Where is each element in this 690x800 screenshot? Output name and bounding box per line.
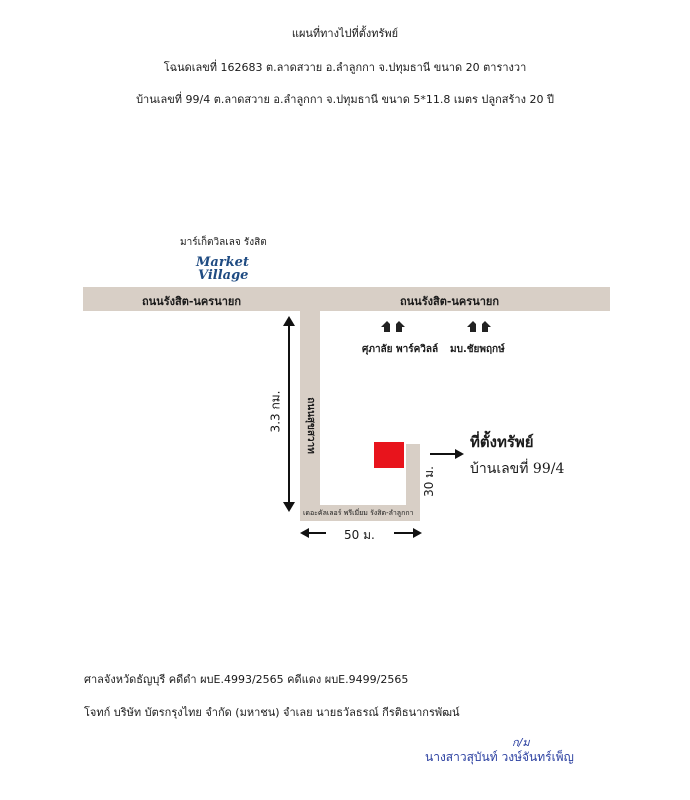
property-title: ที่ตั้งทรัพย์ [470,433,534,451]
deed-info-line: โฉนดเลขที่ 162683 ต.ลาดสวาย อ.ลำลูกกา จ.ปทุมธานี ขนาด 20 ตารางวา [163,61,527,74]
parties-line: โจทก์ บริษัท บัตรกรุงไทย จำกัด (มหาชน) จำเลย นายธวัลธรณ์ กีรติธนากรพัฒน์ [84,706,460,719]
property-lane [406,444,420,505]
house-info-line: บ้านเลขที่ 99/4 ต.ลาดสวาย อ.ลำลูกกา จ.ปทุมธานี ขนาด 5*11.8 เมตร ปลูกสร้าง 20 ปี [136,93,554,106]
vertical-distance-label: 3.3 กม. [268,390,283,433]
arrow-left-icon [300,528,309,538]
bottom-distance-line-left [306,532,326,534]
side-road-label: ถนนสุขสวาท [304,397,316,454]
arrow-down-icon [283,502,295,512]
market-logo-line1: Market [196,255,249,270]
arrow-right-icon [455,449,464,459]
signature-name: นางสาวสุบันท์ วงษ์จันทร์เพ็ญ [425,750,574,764]
landmark-supalai: ศุภาลัย พาร์ควิลล์ [362,344,439,355]
bottom-road-label: เดอะคัลเลอร์ พรีเมี่ยม รังสิต-ลำลูกกา [303,509,414,517]
page-title: แผนที่ทางไปที่ตั้งทรัพย์ [291,27,399,40]
landmark-chaiyapruek: มบ.ชัยพฤกษ์ [450,344,505,355]
bottom-distance-label: 50 ม. [344,528,375,542]
bottom-distance-line-right [394,532,414,534]
house-icon [380,318,406,337]
signature-mark: ก/ม [512,736,530,749]
property-marker [374,442,404,468]
main-road-label-left: ถนนรังสิต-นครนายก [142,295,241,308]
vertical-distance-line [288,322,290,508]
market-logo-line2: Village [198,268,249,283]
court-case-line: ศาลจังหวัดธัญบุรี คดีดำ ผบE.4993/2565 คดีแดง ผบE.9499/2565 [84,673,409,686]
property-house-number: บ้านเลขที่ 99/4 [470,461,565,477]
market-village-logo [196,256,249,282]
arrow-right-icon [413,528,422,538]
main-road-label-right: ถนนรังสิต-นครนายก [400,295,499,308]
market-village-label: มาร์เก็ตวิลเลจ รังสิต [180,237,267,248]
right-distance-label: 30 ม. [421,466,436,497]
property-pointer-line [430,453,456,455]
arrow-up-icon [283,316,295,326]
house-icon [466,318,492,337]
